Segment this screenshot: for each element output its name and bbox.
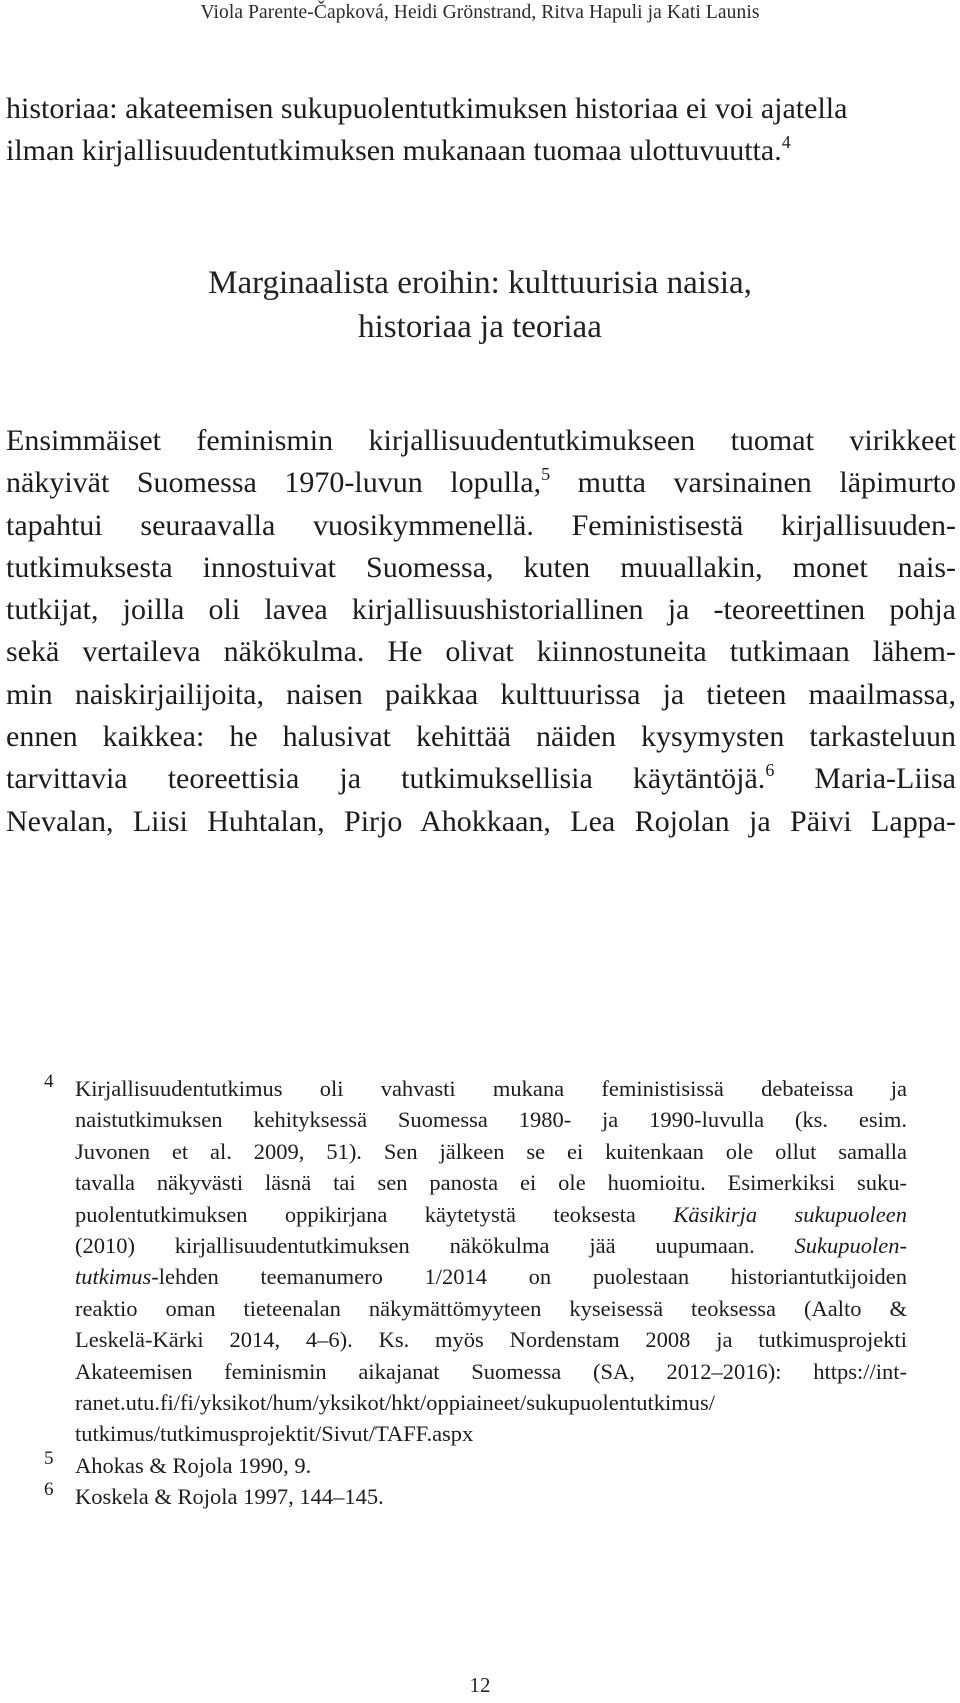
- footnote-text: (2010) kirjallisuudentutkimuksen näkökulma jää uupumaan.: [75, 1233, 795, 1259]
- body-line-text: näkyivät Suomessa 1970-luvun lopulla,: [6, 466, 542, 500]
- intro-line: [6, 130, 956, 172]
- body-line: tutkimuksesta innostuivat Suomessa, kuten muuallakin, monet nais-: [6, 550, 956, 584]
- footnote-ref-6[interactable]: 6: [765, 760, 775, 781]
- body-line-text: tarvittavia teoreettisia ja tutkimuksellisia käytäntöjä.: [6, 762, 766, 796]
- body-line: sekä vertaileva näkökulma. He olivat kiinnostuneita tutkimaan lähem-: [6, 635, 956, 669]
- body-line: Ensimmäiset feminismin kirjallisuudentutkimukseen tuomat virikkeet: [6, 424, 956, 457]
- footnote-ref-5[interactable]: 5: [541, 464, 551, 485]
- footnote-number: 4: [44, 1071, 54, 1092]
- section-heading-line: historiaa ja teoriaa: [358, 309, 602, 345]
- footnote-url-line[interactable]: ranet.utu.fi/fi/yksikot/hum/yksikot/hkt/oppiaineet/sukupuolentutkimus/: [75, 1390, 715, 1416]
- footnote-line: Koskela & Rojola 1997, 144–145.: [75, 1484, 384, 1510]
- footnote-line: tavalla näkyvästi läsnä tai sen panosta ei ole huomioitu. Esimerkiksi suku-: [75, 1170, 907, 1196]
- body-line: ennen kaikkea: he halusivat kehittää näiden kysymysten tarkasteluun: [6, 720, 956, 754]
- body-line: tapahtui seuraavalla vuosikymmenellä. Feministisestä kirjallisuuden-: [6, 508, 956, 542]
- footnote-line: [75, 1199, 907, 1230]
- footnote-line: Kirjallisuudentutkimus oli vahvasti mukana feministisissä debateissa ja: [75, 1076, 907, 1101]
- body-line: min naiskirjailijoita, naisen paikkaa kulttuurissa ja tieteen maailmassa,: [6, 677, 956, 711]
- section-heading-line: Marginaalista eroihin: kulttuurisia naisia,: [208, 265, 752, 301]
- footnote-url-line[interactable]: tutkimus/tutkimusprojektit/Sivut/TAFF.aspx: [75, 1421, 474, 1447]
- journal-title: tutkimus: [75, 1264, 152, 1290]
- footnote-ref-4[interactable]: 4: [781, 132, 791, 152]
- body-line: tutkijat, joilla oli lavea kirjallisuushistoriallinen ja -teoreettinen pohja: [6, 593, 956, 627]
- running-head: Viola Parente-Čapková, Heidi Grönstrand, Ritva Hapuli ja Kati Launis: [200, 2, 760, 23]
- section-heading: [0, 261, 960, 349]
- footnote-number: 5: [44, 1447, 54, 1469]
- footnote-line: Leskelä-Kärki 2014, 4–6). Ks. myös Nordenstam 2008 ja tutkimusprojekti: [75, 1327, 907, 1353]
- footnote-4: [0, 1073, 907, 1450]
- footnote-line: reaktio oman tieteenalan näkymättömyyteen kyseisessä teoksessa (Aalto &: [75, 1295, 907, 1321]
- body-paragraph: [6, 420, 956, 843]
- footnote-line: Juvonen et al. 2009, 51). Sen jälkeen se ei kuitenkaan ole ollut samalla: [75, 1138, 907, 1164]
- body-line: [6, 758, 956, 800]
- body-line: Nevalan, Liisi Huhtalan, Pirjo Ahokkaan, Lea Rojolan ja Päivi Lappa-: [6, 804, 956, 838]
- body-line: [6, 462, 956, 504]
- footnote-6: [0, 1481, 907, 1512]
- footnote-line: [75, 1230, 907, 1261]
- footnote-line: naistutkimuksen kehityksessä Suomessa 1980- ja 1990-luvulla (ks. esim.: [75, 1107, 907, 1133]
- footnote-text: -lehden teemanumero 1/2014 on puolestaan historiantutkijoiden: [151, 1264, 907, 1290]
- footnotes-section: [0, 1073, 960, 1513]
- page-number: 12: [469, 1673, 491, 1697]
- footnote-5: [0, 1447, 907, 1481]
- intro-line-text: ilman kirjallisuudentutkimuksen mukanaan tuomaa ulottuvuutta.: [6, 134, 782, 167]
- journal-title: Sukupuolen-: [794, 1233, 907, 1259]
- body-line-text: Maria-Liisa: [774, 762, 957, 796]
- book-title: Käsikirja sukupuoleen: [673, 1201, 907, 1227]
- body-line-text: mutta varsinainen läpimurto: [550, 466, 957, 500]
- footnote-text: puolentutkimuksen oppikirjana käytetystä teoksesta: [75, 1201, 674, 1227]
- footnote-number: 6: [44, 1479, 54, 1501]
- intro-line: historiaa: akateemisen sukupuolentutkimuksen historiaa ei voi ajatella: [6, 92, 848, 125]
- intro-paragraph: [6, 88, 956, 172]
- footnote-line: Akateemisen feminismin aikajanat Suomessa (SA, 2012–2016): https://int-: [75, 1358, 907, 1384]
- footnote-line: Ahokas & Rojola 1990, 9.: [75, 1452, 312, 1478]
- footnote-line: [75, 1261, 907, 1292]
